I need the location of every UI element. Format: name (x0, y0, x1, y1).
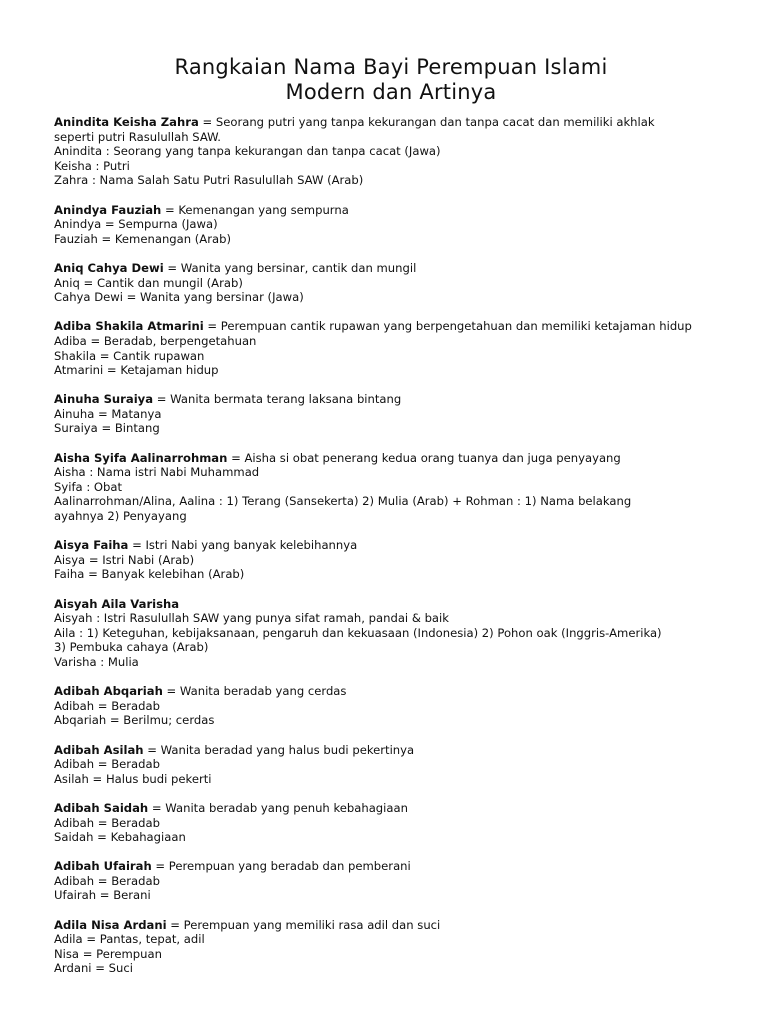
entry-detail-line: Faiha = Banyak kelebihan (Arab) (54, 567, 245, 582)
entry-meaning: = Istri Nabi yang banyak kelebihannya (128, 538, 358, 553)
entry-meaning: = Seorang putri yang tanpa kekurangan dan tanpa cacat dan memiliki akhlak (198, 115, 655, 129)
entry-heading (54, 859, 728, 874)
entry-detail-line: Keisha : Putri (54, 158, 130, 173)
entry-detail-line: Aisya = Istri Nabi (Arab) (54, 552, 195, 567)
name-entries-list (54, 115, 728, 976)
name-entry (54, 801, 728, 845)
entry-heading (54, 743, 728, 758)
name-entry (54, 743, 728, 787)
name-entry (54, 684, 728, 728)
title-line-2: Modern dan Artinya (285, 80, 497, 104)
entry-name: Adiba Shakila Atmarini (54, 319, 204, 334)
entry-name: Adila Nisa Ardani (54, 917, 167, 932)
entry-name: Adibah Asilah (54, 742, 144, 757)
entry-meaning: = Wanita beradad yang halus budi pekertinya (143, 742, 415, 757)
entry-detail-line: Aisha : Nama istri Nabi Muhammad (54, 465, 260, 480)
entry-meaning: = Perempuan yang beradab dan pemberani (151, 859, 411, 874)
entry-meaning: = Perempuan cantik rupawan yang berpengetahuan dan memiliki ketajaman hidup (203, 319, 692, 334)
entry-detail-line: Nisa = Perempuan (54, 946, 162, 961)
entry-heading (54, 115, 728, 130)
name-entry (54, 392, 728, 436)
entry-heading (54, 684, 728, 699)
name-entry (54, 115, 728, 188)
entry-heading (54, 597, 728, 612)
entry-detail-line: Suraiya = Bintang (54, 421, 160, 436)
entry-heading (54, 801, 728, 816)
entry-heading (54, 451, 728, 466)
entry-meaning: = Wanita bermata terang laksana bintang (153, 392, 402, 407)
name-entry (54, 918, 728, 976)
entry-heading (54, 538, 728, 553)
entry-detail-line: Abqariah = Berilmu; cerdas (54, 713, 215, 728)
entry-heading (54, 261, 728, 276)
entry-detail-line: Adibah = Beradab (54, 815, 160, 830)
entry-detail-line: Atmarini = Ketajaman hidup (54, 363, 219, 378)
entry-detail-line: Ufairah = Berani (54, 888, 151, 903)
entry-detail-line: Aalinarrohman/Alina, Aalina : 1) Terang (Sansekerta) 2) Mulia (Arab) + Rohman : 1) Nama belakang (54, 494, 632, 509)
entry-heading (54, 392, 728, 407)
entry-detail-line: Adila = Pantas, tepat, adil (54, 932, 205, 947)
entry-name: Aniq Cahya Dewi (54, 260, 164, 275)
entry-detail-line: Adibah = Beradab (54, 757, 160, 772)
entry-meaning: = Kemenangan yang sempurna (161, 202, 349, 217)
entry-heading (54, 319, 728, 334)
entry-detail-line: Asilah = Halus budi pekerti (54, 771, 212, 786)
entry-meaning: = Wanita yang bersinar, cantik dan mungil (163, 260, 417, 275)
name-entry (54, 538, 728, 582)
entry-detail-line: Adibah = Beradab (54, 698, 160, 713)
entry-heading (54, 203, 728, 218)
entry-name: Anindita Keisha Zahra (54, 115, 199, 129)
entry-meaning: = Wanita beradab yang penuh kebahagiaan (148, 800, 408, 815)
entry-name: Adibah Ufairah (54, 859, 152, 874)
entry-name: Aisha Syifa Aalinarrohman (54, 450, 228, 465)
name-entry (54, 451, 728, 524)
name-entry (54, 319, 728, 377)
name-entry (54, 261, 728, 305)
document-title (54, 55, 728, 105)
entry-name: Adibah Saidah (54, 800, 149, 815)
entry-detail-line: 3) Pembuka cahaya (Arab) (54, 640, 209, 655)
entry-detail-line: Cahya Dewi = Wanita yang bersinar (Jawa) (54, 290, 304, 305)
entry-detail-line: Aniq = Cantik dan mungil (Arab) (54, 275, 243, 290)
entry-meaning: = Wanita beradab yang cerdas (162, 684, 347, 699)
entry-detail-line: Anindita : Seorang yang tanpa kekurangan dan tanpa cacat (Jawa) (54, 144, 441, 159)
entry-detail-line: Syifa : Obat (54, 479, 123, 494)
entry-detail-line: Fauziah = Kemenangan (Arab) (54, 231, 231, 246)
entry-detail-line: Saidah = Kebahagiaan (54, 830, 186, 845)
entry-meaning: = Aisha si obat penerang kedua orang tuanya dan juga penyayang (227, 450, 621, 465)
name-entry (54, 597, 728, 670)
entry-detail-line: Zahra : Nama Salah Satu Putri Rasulullah SAW (Arab) (54, 173, 364, 188)
entry-meaning: = Perempuan yang memiliki rasa adil dan suci (166, 917, 441, 932)
name-entry (54, 859, 728, 903)
entry-detail-line: Ainuha = Matanya (54, 406, 162, 421)
entry-detail-line: Adibah = Beradab (54, 873, 160, 888)
entry-detail-line: seperti putri Rasulullah SAW. (54, 129, 221, 144)
title-line-1: Rangkaian Nama Bayi Perempuan Islami (174, 55, 608, 79)
entry-name: Aisya Faiha (54, 538, 129, 553)
name-entry (54, 203, 728, 247)
entry-name: Ainuha Suraiya (54, 392, 154, 407)
entry-detail-line: Shakila = Cantik rupawan (54, 348, 205, 363)
entry-detail-line: Adiba = Beradab, berpengetahuan (54, 333, 257, 348)
entry-detail-line: ayahnya 2) Penyayang (54, 509, 187, 524)
entry-detail-line: Ardani = Suci (54, 961, 133, 976)
entry-name: Aisyah Aila Varisha (54, 596, 180, 611)
entry-detail-line: Aisyah : Istri Rasulullah SAW yang punya sifat ramah, pandai & baik (54, 611, 449, 626)
entry-detail-line: Anindya = Sempurna (Jawa) (54, 217, 218, 232)
entry-name: Adibah Abqariah (54, 684, 163, 699)
entry-detail-line: Aila : 1) Keteguhan, kebijaksanaan, pengaruh dan kekuasaan (Indonesia) 2) Pohon oak (Inggris-Amerika) (54, 625, 662, 640)
entry-detail-line: Varisha : Mulia (54, 654, 139, 669)
entry-name: Anindya Fauziah (54, 202, 162, 217)
entry-heading (54, 918, 728, 933)
